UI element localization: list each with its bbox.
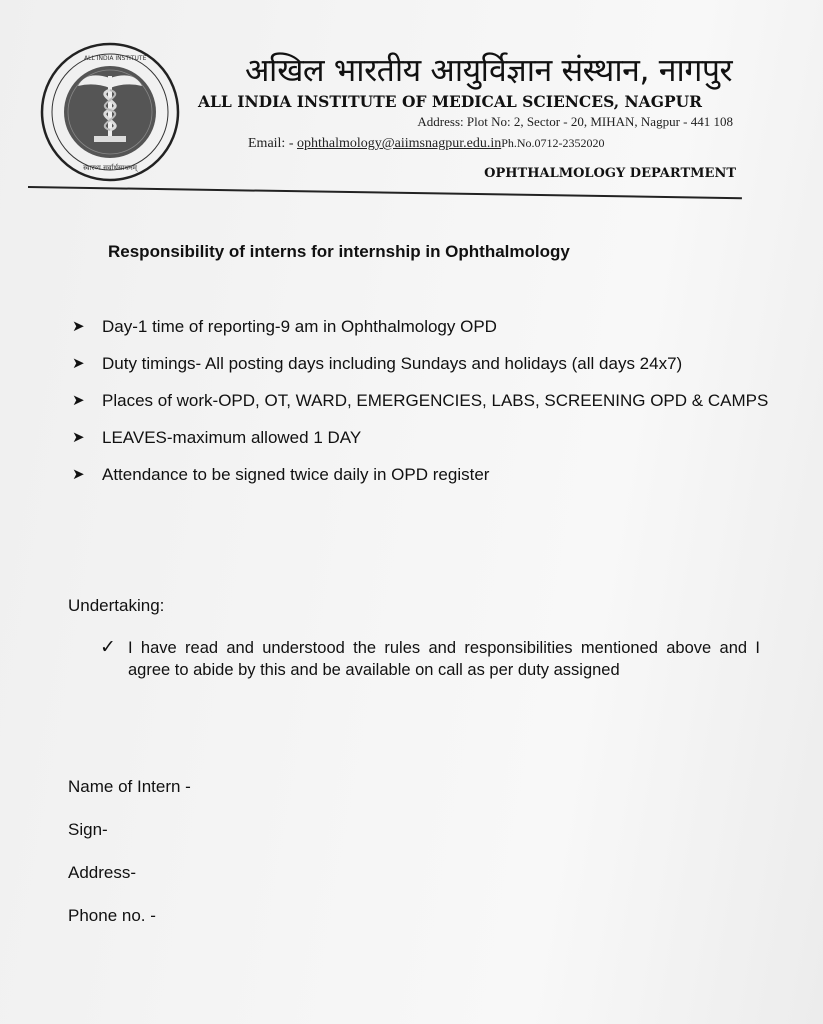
- list-item: [70, 312, 770, 342]
- list-item-text: LEAVES-maximum allowed 1 DAY: [102, 428, 362, 447]
- aiims-logo: [38, 40, 182, 184]
- list-item: [70, 423, 770, 453]
- list-item-text: Day-1 time of reporting-9 am in Ophthalmology OPD: [102, 317, 497, 336]
- svg-text:ALL INDIA INSTITUTE: ALL INDIA INSTITUTE: [84, 55, 147, 62]
- arrow-bullet-icon: ➤: [72, 392, 85, 409]
- institute-name-hindi: अखिल भारतीय आयुर्विज्ञान संस्थान, नागपुर: [245, 51, 733, 89]
- contact-line: [248, 136, 738, 152]
- address-field: Address-: [68, 863, 137, 882]
- institute-name: ALL INDIA INSTITUTE OF MEDICAL SCIENCES, NAGPUR: [198, 92, 702, 111]
- email-link[interactable]: ophthalmology@aiimsnagpur.edu.in: [297, 136, 502, 151]
- arrow-bullet-icon: ➤: [72, 466, 85, 483]
- svg-text:स्वास्थ्य सर्वार्थसाधनम्: स्वास्थ्य सर्वार्थसाधनम्: [83, 164, 137, 172]
- phone-number: Ph.No.0712-2352020: [501, 136, 605, 150]
- list-item: [70, 460, 770, 490]
- sign-field: Sign-: [68, 820, 108, 839]
- intern-name-field: Name of Intern -: [68, 777, 191, 796]
- list-item-text: Duty timings- All posting days including Sundays and holidays (all days 24x7): [102, 354, 683, 373]
- undertaking-heading: Undertaking:: [68, 596, 165, 615]
- department-name: OPHTHALMOLOGY DEPARTMENT: [484, 166, 736, 181]
- header-divider: [28, 186, 742, 199]
- undertaking-text: I have read and understood the rules and responsibilities mentioned above and I agree to abide by this and be available on call as per duty assigned: [128, 639, 760, 679]
- checkmark-icon: ✓: [100, 636, 116, 658]
- responsibility-list: [70, 312, 770, 497]
- arrow-bullet-icon: ➤: [72, 318, 85, 335]
- phone-field: Phone no. -: [68, 906, 156, 925]
- list-item: [70, 349, 770, 379]
- arrow-bullet-icon: ➤: [72, 429, 85, 446]
- email-label: Email: -: [248, 136, 297, 151]
- document-title: Responsibility of interns for internship in Ophthalmology: [108, 242, 570, 261]
- list-item-text: Attendance to be signed twice daily in OPD register: [102, 465, 490, 484]
- list-item: [70, 386, 770, 416]
- arrow-bullet-icon: ➤: [72, 355, 85, 372]
- list-item-text: Places of work-OPD, OT, WARD, EMERGENCIES, LABS, SCREENING OPD & CAMPS: [102, 391, 769, 410]
- institute-address: Address: Plot No: 2, Sector - 20, MIHAN, Nagpur - 441 108: [417, 114, 733, 129]
- intern-details-form: [68, 776, 191, 948]
